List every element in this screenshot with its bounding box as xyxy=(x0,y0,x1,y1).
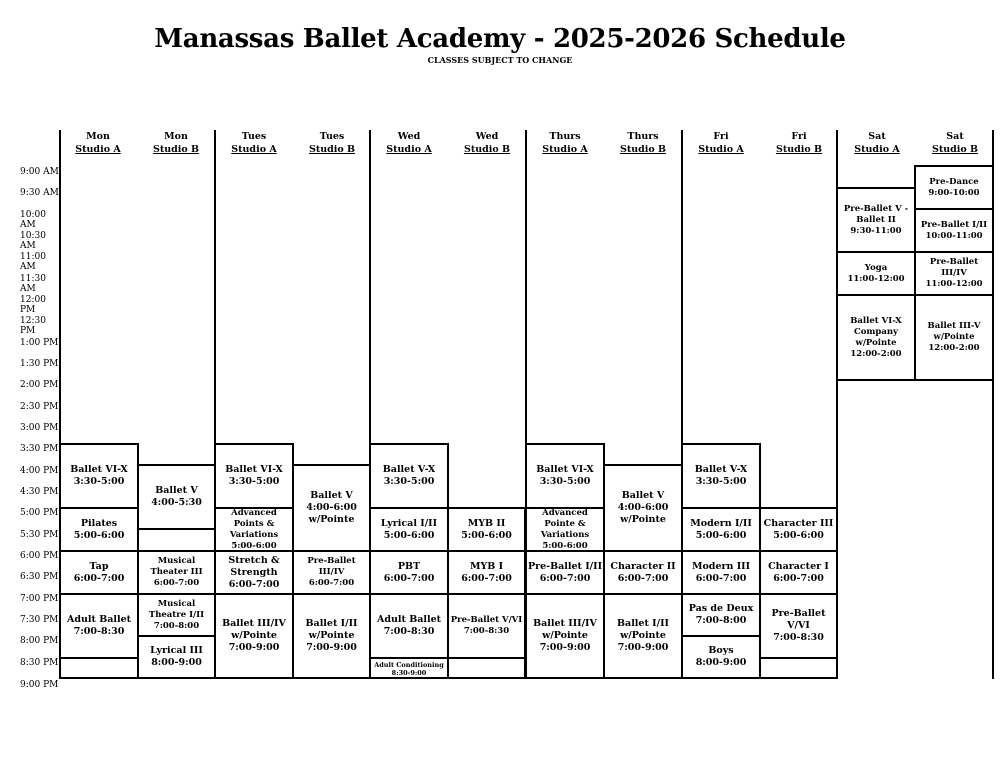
time-label: 11:00 AM xyxy=(20,252,46,272)
class-block: Adult Ballet 7:00-8:30 xyxy=(369,593,449,659)
empty-slot xyxy=(137,528,216,552)
class-block: Lyrical III 8:00-9:00 xyxy=(137,635,216,679)
time-label: 8:30 PM xyxy=(20,658,59,668)
time-label: 1:00 PM xyxy=(20,338,59,348)
class-block: Pre-Ballet III/IV 6:00-7:00 xyxy=(292,550,371,595)
class-block: Modern I/II 5:00-6:00 xyxy=(681,507,761,552)
class-block: Pre-Ballet III/IV 11:00-12:00 xyxy=(914,251,994,296)
column-header-thu-b: Thurs Studio B xyxy=(619,131,667,155)
time-label: 7:30 PM xyxy=(20,615,59,625)
time-label: 4:30 PM xyxy=(20,487,59,497)
time-label: 10:30 AM xyxy=(20,231,46,251)
column-header-mon-a: Mon Studio A xyxy=(75,131,121,155)
class-block: Character II 6:00-7:00 xyxy=(603,550,683,595)
class-block: Advanced Pointe & Variations 5:00-6:00 xyxy=(525,507,605,552)
column-header-fri-a: Fri Studio A xyxy=(698,131,744,155)
class-block: Pre-Ballet V/VI 7:00-8:30 xyxy=(759,593,838,659)
class-block: Lyrical I/II 5:00-6:00 xyxy=(369,507,449,552)
class-block: Ballet I/II w/Pointe 7:00-9:00 xyxy=(603,593,683,679)
time-label: 6:30 PM xyxy=(20,572,59,582)
empty-slot xyxy=(59,657,139,679)
time-label: 3:00 PM xyxy=(20,423,59,433)
time-label: 5:30 PM xyxy=(20,530,59,540)
class-block: Adult Conditioning 8:30-9:00 xyxy=(369,657,449,679)
time-label: 9:00 AM xyxy=(20,167,59,177)
page-subtitle: CLASSES SUBJECT TO CHANGE xyxy=(427,55,573,65)
class-block: Ballet III/IV w/Pointe 7:00-9:00 xyxy=(525,593,605,679)
class-block: Pilates 5:00-6:00 xyxy=(59,507,139,552)
class-block: Ballet V-X 3:30-5:00 xyxy=(681,443,761,509)
time-label: 1:30 PM xyxy=(20,359,59,369)
class-block: Ballet V-X 3:30-5:00 xyxy=(369,443,449,509)
column-header-fri-b: Fri Studio B xyxy=(775,131,823,155)
class-block: Yoga 11:00-12:00 xyxy=(836,251,916,296)
class-block: Tap 6:00-7:00 xyxy=(59,550,139,595)
time-label: 8:00 PM xyxy=(20,636,59,646)
time-label: 4:00 PM xyxy=(20,466,59,476)
time-label: 11:30 AM xyxy=(20,274,46,294)
class-block: Character I 6:00-7:00 xyxy=(759,550,838,595)
time-label: 2:00 PM xyxy=(20,380,59,390)
class-block: Ballet VI-X 3:30-5:00 xyxy=(59,443,139,509)
class-block: MYB I 6:00-7:00 xyxy=(447,550,526,595)
time-label: 6:00 PM xyxy=(20,551,59,561)
empty-slot xyxy=(447,657,526,679)
class-block: Boys 8:00-9:00 xyxy=(681,635,761,679)
class-block: Adult Ballet 7:00-8:30 xyxy=(59,593,139,659)
time-label: 10:00 AM xyxy=(20,210,46,230)
time-label: 2:30 PM xyxy=(20,402,59,412)
column-header-thu-a: Thurs Studio A xyxy=(542,131,588,155)
class-block: Ballet VI-X Company w/Pointe 12:00-2:00 xyxy=(836,294,916,381)
time-label: 12:00 PM xyxy=(20,295,46,315)
class-block: Character III 5:00-6:00 xyxy=(759,507,838,552)
column-header-wed-a: Wed Studio A xyxy=(386,131,432,155)
column-header-wed-b: Wed Studio B xyxy=(463,131,511,155)
class-block: Musical Theater III 6:00-7:00 xyxy=(137,550,216,595)
class-block: Ballet III/IV w/Pointe 7:00-9:00 xyxy=(214,593,294,679)
time-label: 5:00 PM xyxy=(20,508,59,518)
class-block: Modern III 6:00-7:00 xyxy=(681,550,761,595)
time-label: 9:00 PM xyxy=(20,680,59,690)
column-header-sat-a: Sat Studio A xyxy=(854,131,900,155)
column-header-mon-b: Mon Studio B xyxy=(152,131,200,155)
column-header-tue-a: Tues Studio A xyxy=(231,131,277,155)
column-header-tue-b: Tues Studio B xyxy=(308,131,356,155)
class-block: Pre-Ballet I/II 6:00-7:00 xyxy=(525,550,605,595)
class-block: Ballet V 4:00-6:00 w/Pointe xyxy=(292,464,371,552)
class-block: Ballet VI-X 3:30-5:00 xyxy=(214,443,294,509)
time-label: 3:30 PM xyxy=(20,444,59,454)
class-block: MYB II 5:00-6:00 xyxy=(447,507,526,552)
class-block: Stretch & Strength 6:00-7:00 xyxy=(214,550,294,595)
class-block: Ballet V 4:00-5:30 xyxy=(137,464,216,530)
class-block: Pre-Ballet V/VI 7:00-8:30 xyxy=(447,593,526,659)
class-block: Ballet VI-X 3:30-5:00 xyxy=(525,443,605,509)
empty-slot xyxy=(759,657,838,679)
page-title: Manassas Ballet Academy - 2025-2026 Schedule xyxy=(154,24,846,54)
class-block: Ballet III-V w/Pointe 12:00-2:00 xyxy=(914,294,994,381)
class-block: Pas de Deux 7:00-8:00 xyxy=(681,593,761,637)
class-block: Musical Theatre I/II 7:00-8:00 xyxy=(137,593,216,637)
time-label: 12:30 PM xyxy=(20,316,46,336)
time-label: 7:00 PM xyxy=(20,594,59,604)
class-block: PBT 6:00-7:00 xyxy=(369,550,449,595)
column-header-sat-b: Sat Studio B xyxy=(931,131,979,155)
class-block: Ballet V 4:00-6:00 w/Pointe xyxy=(603,464,683,552)
class-block: Pre-Dance 9:00-10:00 xyxy=(914,165,994,210)
class-block: Ballet I/II w/Pointe 7:00-9:00 xyxy=(292,593,371,679)
class-block: Pre-Ballet I/II 10:00-11:00 xyxy=(914,208,994,253)
class-block: Pre-Ballet V - Ballet II 9:30-11:00 xyxy=(836,187,916,253)
class-block: Advanced Points & Variations 5:00-6:00 xyxy=(214,507,294,552)
time-label: 9:30 AM xyxy=(20,188,59,198)
